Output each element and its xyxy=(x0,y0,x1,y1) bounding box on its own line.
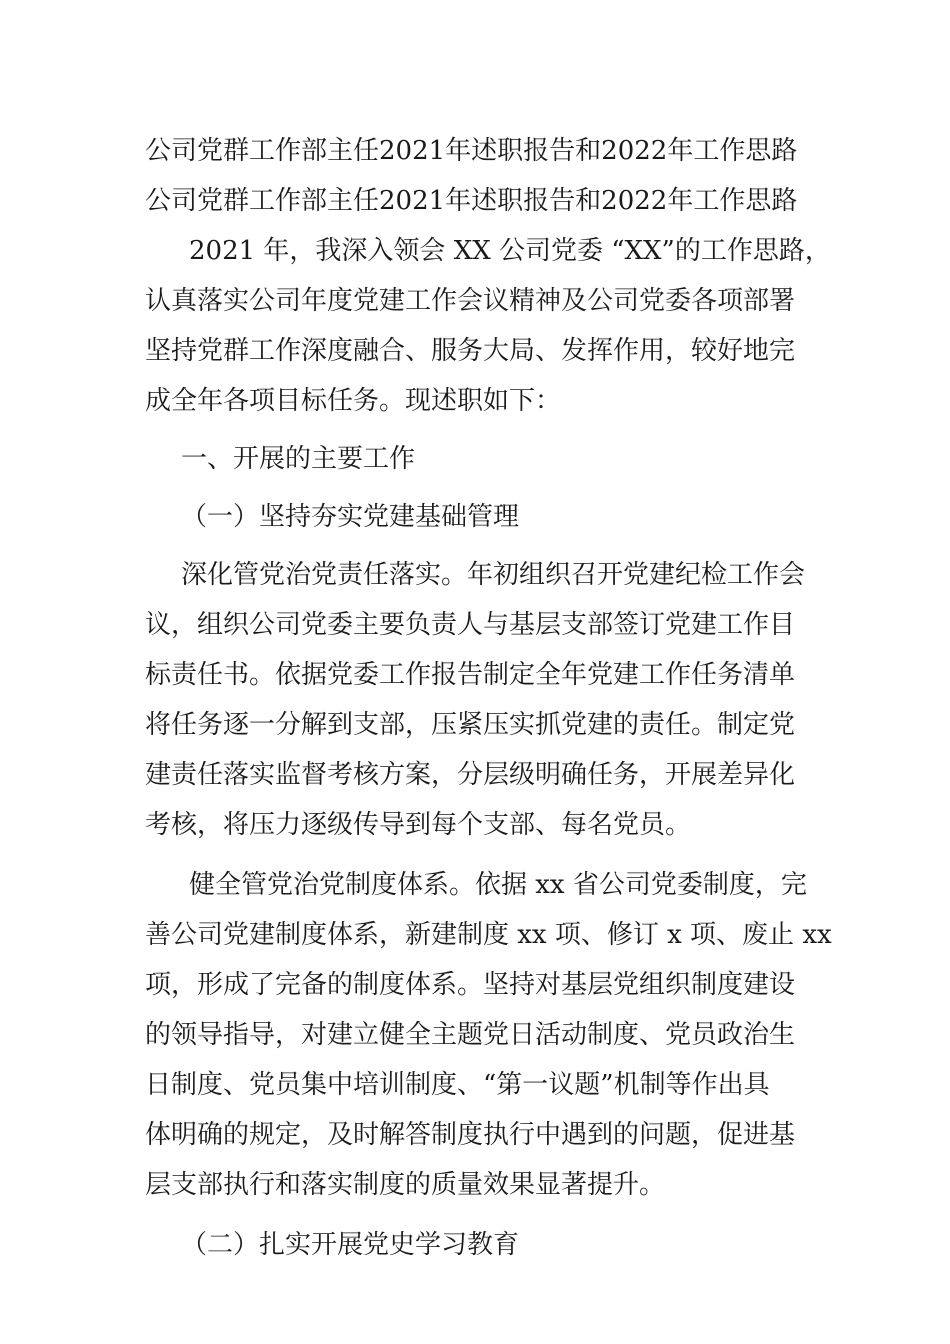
body-paragraph-line: 善公司党建制度体系，新建制度 xx 项、修订 x 项、废止 xx xyxy=(145,920,832,950)
intro-paragraph-line: 2021 年，我深入领会 XX 公司党委 “XX”的工作思路， xyxy=(189,236,831,266)
document-title-repeat: 公司党群工作部主任2021年述职报告和2022年工作思路 xyxy=(145,186,798,216)
body-paragraph-line: 将任务逐一分解到支部，压紧压实抓党建的责任。制定党 xyxy=(145,710,796,740)
body-paragraph-line: 建责任落实监督考核方案，分层级明确任务，开展差异化 xyxy=(145,760,796,790)
body-paragraph-line: 深化管党治党责任落实。年初组织召开党建纪检工作会 xyxy=(181,560,806,590)
intro-paragraph-line: 成全年各项目标任务。现述职如下： xyxy=(145,386,562,416)
body-paragraph-line: 的领导指导，对建立健全主题党日活动制度、党员政治生 xyxy=(145,1020,796,1050)
body-paragraph-line: 议，组织公司党委主要负责人与基层支部签订党建工作目 xyxy=(145,610,796,640)
body-paragraph-line: 体明确的规定，及时解答制度执行中遇到的问题，促进基 xyxy=(145,1120,796,1150)
document-title: 公司党群工作部主任2021年述职报告和2022年工作思路 xyxy=(145,136,798,166)
body-paragraph-line: 日制度、党员集中培训制度、“第一议题”机制等作出具 xyxy=(145,1070,770,1100)
subsection-heading: （二）扎实开展党史学习教育 xyxy=(181,1230,520,1260)
subsection-heading: （一）坚持夯实党建基础管理 xyxy=(181,502,520,532)
document-body xyxy=(145,126,832,1270)
intro-paragraph-line: 坚持党群工作深度融合、服务大局、发挥作用，较好地完 xyxy=(145,336,796,366)
body-paragraph-line: 健全管党治党制度体系。依据 xx 省公司党委制度，完 xyxy=(189,870,807,900)
body-paragraph-line: 考核，将压力逐级传导到每个支部、每名党员。 xyxy=(145,810,692,840)
body-paragraph-line: 项，形成了完备的制度体系。坚持对基层党组织制度建设 xyxy=(145,970,796,1000)
section-heading: 一、开展的主要工作 xyxy=(181,444,416,474)
body-paragraph-line: 标责任书。依据党委工作报告制定全年党建工作任务清单 xyxy=(145,660,796,690)
body-paragraph-line: 层支部执行和落实制度的质量效果显著提升。 xyxy=(145,1170,666,1200)
intro-paragraph-line: 认真落实公司年度党建工作会议精神及公司党委各项部署 xyxy=(145,286,796,316)
